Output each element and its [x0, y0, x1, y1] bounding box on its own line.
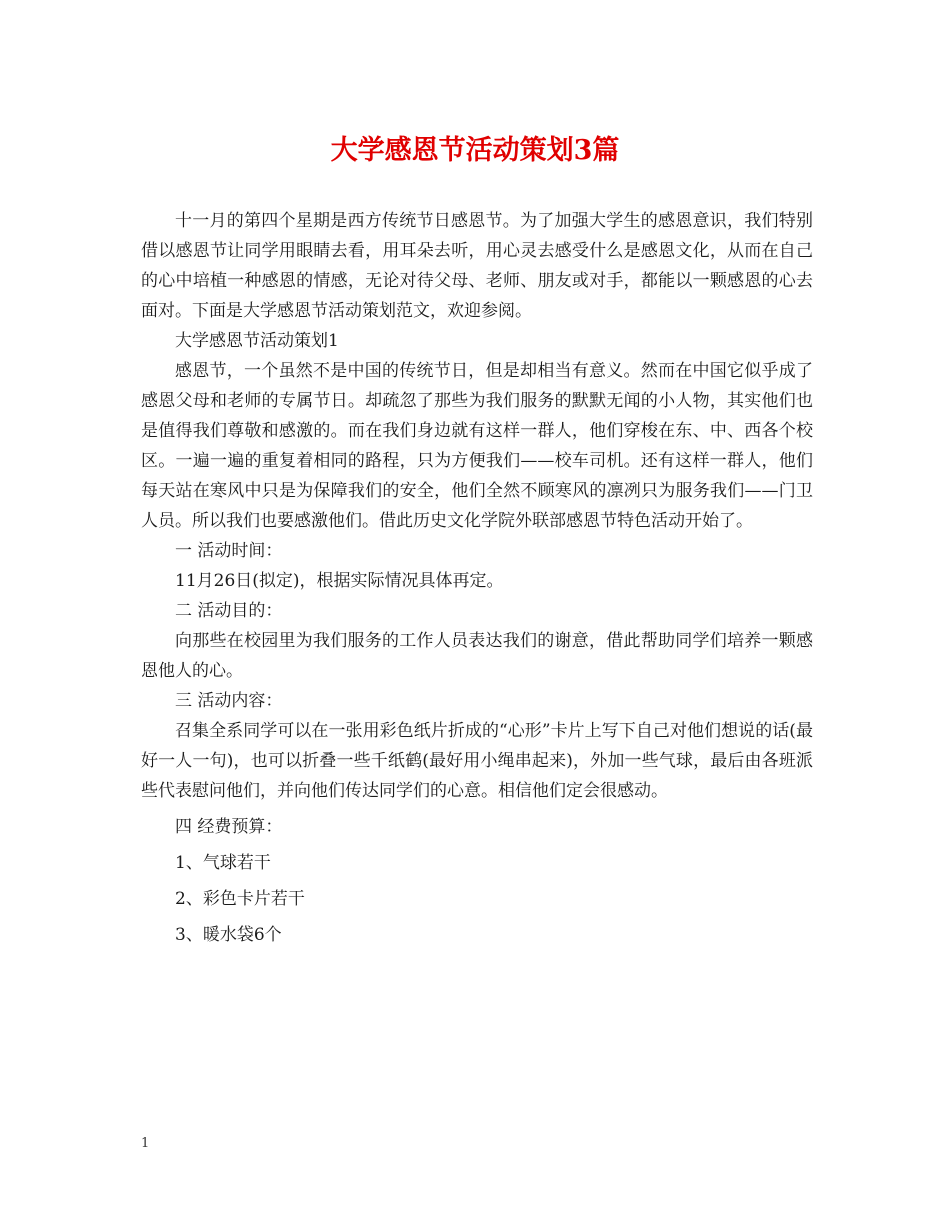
document-body	[141, 206, 813, 950]
body-paragraph: 11月26日(拟定)，根据实际情况具体再定。	[175, 571, 504, 591]
intro-paragraph: 十一月的第四个星期是西方传统节日感恩节。为了加强大学生的感恩意识，我们特别借以感恩节让同学用眼睛去看，用耳朵去听，用心灵去感受什么是感恩文化，从而在自己的心中培植一种感恩的情感，无论对待父母、老师、朋友或对手，都能以一颗感恩的心去面对。下面是大学感恩节活动策划范文，欢迎参阅。	[141, 211, 813, 321]
body-paragraph: 感恩节，一个虽然不是中国的传统节日，但是却相当有意义。然而在中国它似乎成了感恩父母和老师的专属节日。却疏忽了那些为我们服务的默默无闻的小人物，其实他们也是值得我们尊敬和感激的。而在我们身边就有这样一群人，他们穿梭在东、中、西各个校区。一遍一遍的重复着相同的路程，只为方便我们——校车司机。还有这样一群人，他们每天站在寒风中只是为保障我们的安全，他们全然不顾寒风的凛冽只为服务我们——门卫人员。所以我们也要感激他们。借此历史文化学院外联部感恩节特色活动开始了。	[141, 361, 813, 531]
list-item: 2、彩色卡片若干	[175, 889, 305, 909]
list-heading: 二 活动目的：	[175, 601, 283, 621]
list-heading: 四 经费预算：	[175, 817, 283, 837]
body-paragraph: 向那些在校园里为我们服务的工作人员表达我们的谢意，借此帮助同学们培养一颗感恩他人的心。	[141, 631, 813, 681]
list-heading: 一 活动时间：	[175, 541, 283, 561]
document-title: 大学感恩节活动策划3篇	[330, 135, 620, 166]
body-paragraph: 召集全系同学可以在一张用彩色纸片折成的“心形”卡片上写下自己对他们想说的话(最好一人一句)，也可以折叠一些千纸鹤(最好用小绳串起来)，外加一些气球，最后由各班派些代表慰问他们，并向他们传达同学们的心意。相信他们定会很感动。	[141, 721, 813, 801]
list-item: 3、暖水袋6个	[175, 925, 282, 945]
page-number: 1	[141, 1136, 150, 1151]
list-heading: 三 活动内容：	[175, 691, 283, 711]
list-item: 1、气球若干	[175, 853, 271, 873]
section-heading: 大学感恩节活动策划1	[175, 331, 339, 351]
